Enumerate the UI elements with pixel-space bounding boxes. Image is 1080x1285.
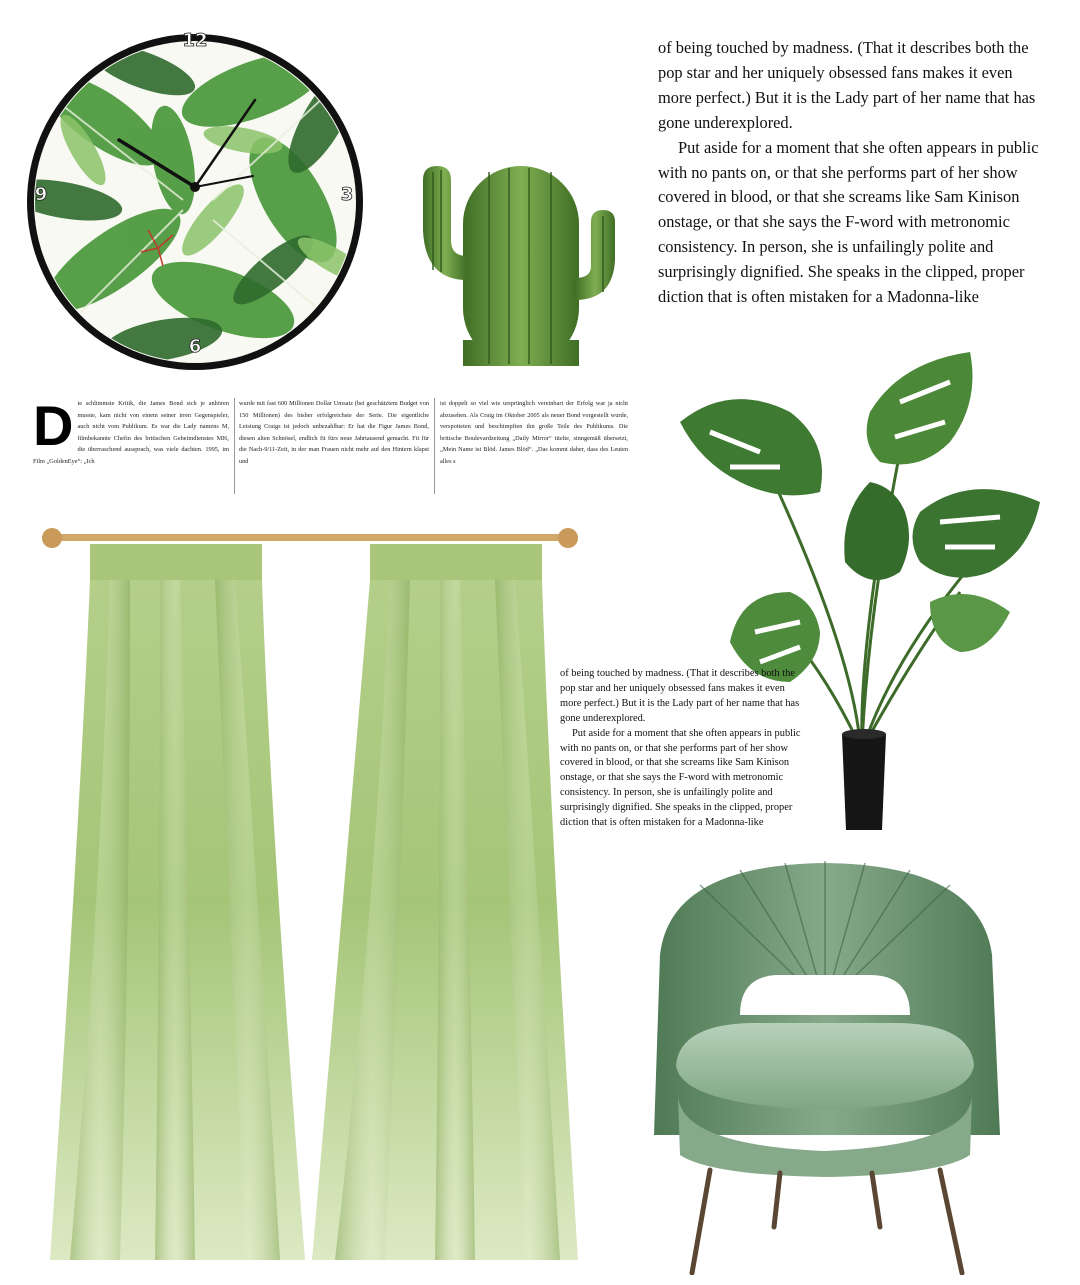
wall-clock: [23, 30, 367, 374]
cactus-figurine: [405, 160, 635, 370]
german-article-dropcap: D: [33, 398, 74, 457]
article-main-paragraph-1: of being touched by madness. (That it describes both the pop star and her uniquely obsessed fans makes it even more perfect.) But it is the Lady part of her name that has gone underexplored.: [658, 38, 1036, 132]
green-curtains: [30, 520, 590, 1265]
column-divider: [234, 398, 235, 494]
german-article-column-1-text: ie schlimmste Kritik, die James Bond sich je anhören musste, kam nicht von einem seiner irren Gegenspieler, auch nicht vom Publikum. Es war die Lady namens M, filmbekannte Chefin des britischen Geheimdienstes MI6, die überraschend aussprach, was viele dachten. 1995, im Film „GoldenEye“: „Ich: [33, 400, 229, 465]
article-small-paragraph-2: Put aside for a moment that she often appears in public with no pants on, or that she performs part of her show covered in blood, or that she screams like Sam Kinison onstage, or that she says the F-word with metronomic consistency. In person, she is unfailingly polite and surprisingly dignified. She speaks in the clipped, proper diction that is often mistaken for a Madonna-like: [560, 727, 801, 829]
column-divider: [434, 398, 435, 494]
german-article-column-2: wurde mit fast 600 Millionen Dollar Umsatz (bei geschätztem Budget von 150 Millionen) des bisher erfolgreichste der Serie. Die eigentliche Leistung Craigs ist jedoch unbezahlbar: Er hat die Figur James Bond, diesen alten Schnösel, endlich fit fürs neue Jahrtausend gemacht. Fit für die Nach-9/11-Zeit, in der man Frauen nicht mehr auf den Hintern klapst und: [239, 400, 429, 465]
german-article-column-3: ist doppelt so viel wie ursprünglich vereinbart der Erfolg war ja nicht abzusehen. Als Craig im Oktober 2005 als neuer Bond vorgestellt wurde, verspotteten und beschimpften ihn große Teile des Publikums. Die britische Boulevardzeitung „Daily Mirror“ titelte, sinngemäß übersetzt, „Mein Name ist Blöd. James Blöd“. „Das kommt daher, dass des Leuten alles s: [440, 400, 628, 465]
monstera-leaves: [680, 352, 1040, 682]
clock-numeral-12: 12: [182, 30, 208, 51]
article-small: [560, 667, 802, 831]
article-main-paragraph-2: Put aside for a moment that she often appears in public with no pants on, or that she performs part of her show covered in blood, or that she screams like Sam Kinison onstage, or that she says the F-word with metronomic consistency. In person, she is unfailingly polite and surprisingly dignified. She speaks in the clipped, proper diction that is often mistaken for a Madonna-like: [658, 137, 1039, 307]
green-armchair: [640, 855, 1010, 1275]
armchair-seat: [676, 1023, 974, 1110]
article-main: [658, 36, 1042, 310]
plant-pot: [842, 734, 886, 830]
armchair-back-cutout: [740, 975, 910, 1015]
german-article-column-1: [33, 398, 229, 494]
article-small-paragraph-1: of being touched by madness. (That it describes both the pop star and her uniquely obsessed fans makes it even more perfect.) But it is the Lady part of her name that has gone underexplored.: [560, 668, 800, 724]
armchair-legs: [692, 1170, 962, 1273]
curtain-left-panel: [50, 544, 305, 1260]
clock-numeral-6: 6: [188, 336, 202, 357]
curtain-right-panel: [312, 544, 578, 1260]
clock-numeral-9: 9: [34, 184, 48, 205]
clock-numeral-3: 3: [340, 184, 354, 205]
